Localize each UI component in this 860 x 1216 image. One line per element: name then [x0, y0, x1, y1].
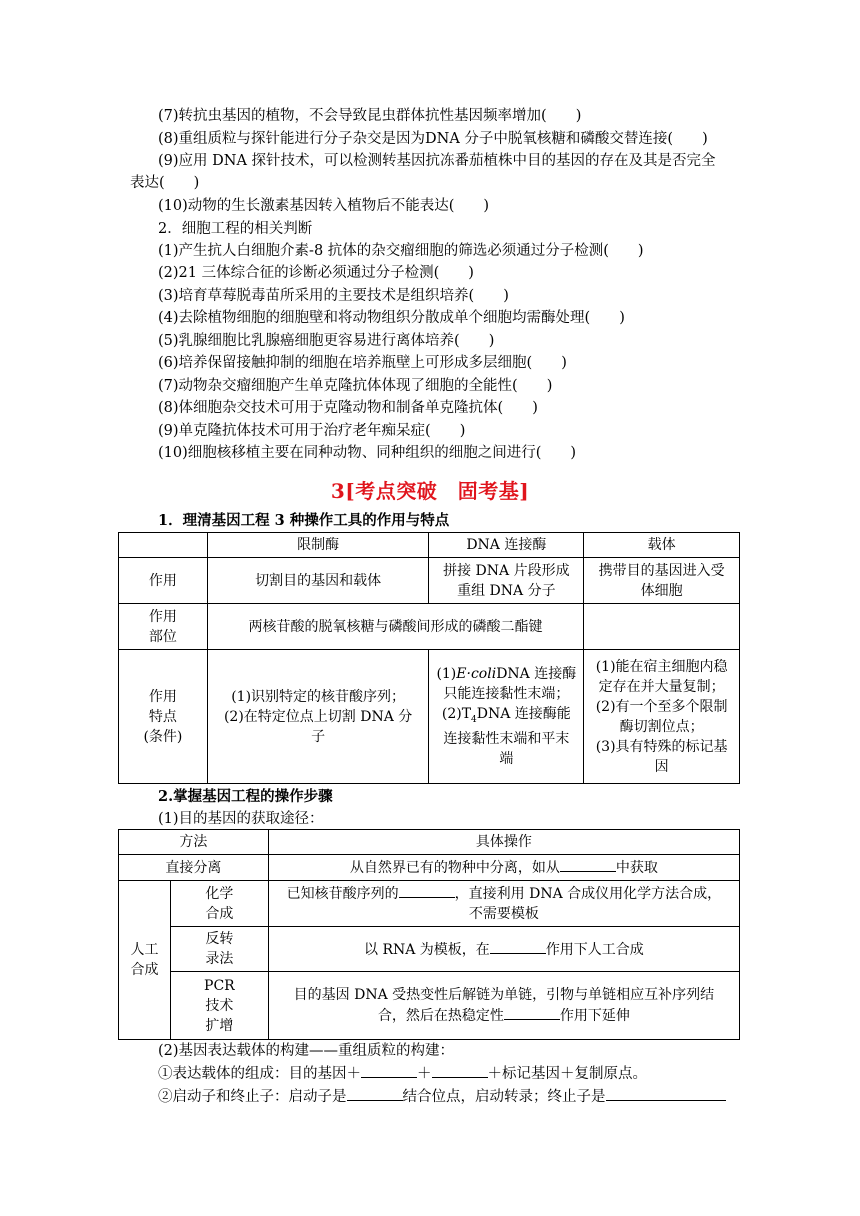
- sub1-title: (1)目的基因的获取途径：: [158, 811, 324, 827]
- steps-title: 2.掌握基因工程的操作步骤: [158, 788, 333, 805]
- cell-text: 端: [499, 751, 514, 768]
- fill-blank: [399, 883, 455, 898]
- cell-item-6: (6)培养保留接触抑制的细胞在培养瓶壁上可形成多层细胞( ): [158, 355, 567, 371]
- acq-row-reverse-transcription: [119, 927, 740, 972]
- judgment-item-10: (10)动物的生长激素基因转入植物后不能表达( ): [158, 198, 490, 214]
- cell-item-4: (4)去除植物细胞的细胞壁和将动物组织分散成单个细胞均需酶处理( ): [158, 310, 625, 326]
- text-part: ＋: [417, 1066, 432, 1082]
- section-heading: 3[考点突破 固考基]: [330, 479, 530, 503]
- header-dna-ligase: DNA 连接酶: [429, 533, 584, 558]
- cell-item-1: (1)产生抗人白细胞介素-8 抗体的杂交瘤细胞的筛选必须通过分子检测( ): [158, 243, 644, 259]
- cell-text: (1)能在宿主细胞内稳: [595, 658, 728, 675]
- cell-text: (2)在特定位点上切割 DNA 分: [223, 708, 413, 725]
- header-vector: 载体: [584, 533, 740, 558]
- cell-text: 化学: [205, 885, 234, 902]
- cell-text: 作用: [148, 688, 177, 705]
- row-label-function: 作用: [119, 558, 208, 604]
- cell-text: 体细胞: [640, 582, 683, 599]
- tools-table-row-function: [119, 558, 740, 604]
- cell-vector-features: [584, 650, 740, 784]
- cell-text: (条件): [143, 728, 183, 745]
- text-part: (1): [436, 665, 457, 682]
- text-sub: 4: [471, 714, 477, 725]
- cell-text: 因: [654, 758, 669, 775]
- cell-text: (3)具有特殊的标记基: [595, 738, 728, 755]
- cell-text: [433, 704, 579, 730]
- cell-text: 定存在并大量复制；: [598, 678, 725, 695]
- judgment-item-8: (8)重组质粒与探针能进行分子杂交是因为DNA 分子中脱氧核糖和磷酸交替连接( ): [158, 131, 708, 147]
- cell-ligase-function: [429, 558, 584, 604]
- sub2-title: (2)基因表达载体的构建——重组质粒的构建：: [158, 1043, 455, 1059]
- text-part: 以 RNA 为模板，在: [364, 941, 490, 958]
- text-part: DNA 连接酶: [496, 665, 577, 682]
- acq-row-chemical: [119, 881, 740, 927]
- text-part: 结合位点，启动转录；终止子是: [402, 1089, 606, 1105]
- tools-table-header-row: [119, 533, 740, 558]
- cell-text: 不需要模板: [468, 906, 539, 922]
- cell-text: 合成: [130, 962, 159, 978]
- fill-blank: [347, 1086, 403, 1101]
- cell-vector-function: [584, 558, 740, 604]
- text-part: ①表达载体的组成：目的基因＋: [158, 1066, 361, 1082]
- cell-phosphodiester-bond: 两核苷酸的脱氧核糖与磷酸间形成的磷酸二酯键: [207, 604, 583, 650]
- tools-table-row-features: [119, 650, 740, 784]
- gene-acquisition-table: [118, 829, 740, 1040]
- acq-header-row: [119, 830, 740, 855]
- cell-text: 目的基因 DNA 受热变性后解链为单链，引物与单链相应互补序列结: [293, 987, 715, 1003]
- text-part: 从自然界已有的物种中分离，如从: [349, 860, 560, 876]
- label-pcr: [170, 972, 268, 1040]
- cell-text: 反转: [205, 931, 234, 947]
- cell-text: 特点: [148, 708, 177, 725]
- text-part: 作用下延伸: [559, 1008, 630, 1024]
- cell-text: 作用: [148, 608, 177, 625]
- cell-text: 只能连接黏性末端；: [443, 685, 570, 702]
- fill-blank: [432, 1063, 488, 1078]
- cell-item-3: (3)培育草莓脱毒苗所采用的主要技术是组织培养( ): [158, 288, 509, 304]
- cell-restriction-features: [207, 650, 429, 784]
- text-part: ②启动子和终止子：启动子是: [158, 1089, 347, 1105]
- cell-text: 合成: [205, 905, 234, 922]
- cell-reverse-transcription: [268, 927, 739, 972]
- text-part: (2)T: [441, 705, 472, 722]
- cell-item-7: (7)动物杂交瘤细胞产生单克隆抗体体现了细胞的全能性( ): [158, 378, 553, 394]
- fill-blank: [560, 857, 616, 872]
- fill-blank: [504, 1005, 560, 1020]
- sub2-line2: [158, 1086, 726, 1107]
- section-title-cell-engineering: 2．细胞工程的相关判断: [158, 221, 313, 237]
- cell-text: 拼接 DNA 片段形成: [443, 562, 570, 579]
- cell-text: 人工: [130, 942, 159, 958]
- cell-text: 扩增: [205, 1017, 234, 1034]
- cell-vector-site-empty: [584, 604, 740, 650]
- cell-text: [433, 664, 579, 684]
- fill-blank: [606, 1086, 726, 1101]
- fill-blank: [361, 1063, 417, 1078]
- cell-text: 部位: [148, 628, 177, 645]
- cell-text: 录法: [205, 951, 234, 967]
- row-label-site: [119, 604, 208, 650]
- text-part: 作用下人工合成: [545, 941, 644, 958]
- cell-text: 酶切割位点；: [619, 718, 704, 735]
- cell-text: 子: [311, 728, 326, 745]
- label-reverse-transcription: [170, 927, 268, 972]
- row-label-features: [119, 650, 208, 784]
- text-part: 合，然后在热稳定性: [377, 1008, 504, 1024]
- cell-text: [273, 1005, 735, 1026]
- text-part: DNA 连接酶能: [476, 705, 571, 722]
- cell-text: 携带目的基因进入受: [598, 562, 725, 579]
- cell-direct-isolation: [268, 855, 739, 881]
- cell-text: 技术: [205, 997, 234, 1014]
- text-part: 中获取: [615, 860, 658, 876]
- cell-text: (2)有一个至多个限制: [595, 698, 728, 715]
- judgment-item-7: (7)转抗虫基因的植物，不会导致昆虫群体抗性基因频率增加( ): [158, 108, 582, 124]
- cell-text: 连接黏性末端和平末: [443, 731, 570, 748]
- text-part: 已知核苷酸序列的: [286, 886, 399, 902]
- cell-chemical-synthesis: [268, 881, 739, 927]
- cell-text: [273, 883, 735, 904]
- header-method: 方法: [119, 830, 269, 855]
- label-chemical-synthesis: [170, 881, 268, 927]
- cell-text: 重组 DNA 分子: [457, 582, 556, 599]
- text-part: ＋标记基因＋复制原点。: [487, 1066, 647, 1082]
- label-direct-isolation: 直接分离: [119, 855, 269, 881]
- cell-pcr: [268, 972, 739, 1040]
- cell-ligase-features: [429, 650, 584, 784]
- tools-table-row-site: [119, 604, 740, 650]
- tools-table: [118, 532, 740, 784]
- header-restriction-enzyme: 限制酶: [207, 533, 429, 558]
- judgment-item-9-cont: 表达( ): [130, 175, 200, 191]
- text-italic: E·coli: [456, 665, 497, 682]
- acq-row-pcr: [119, 972, 740, 1040]
- table1-title: 1．理清基因工程 3 种操作工具的作用与特点: [158, 512, 450, 529]
- cell-item-10: (10)细胞核移植主要在同种动物、同种组织的细胞之间进行( ): [158, 445, 577, 461]
- cell-text: PCR: [204, 977, 235, 994]
- label-artificial-synthesis: [119, 881, 171, 1040]
- cell-item-9: (9)单克隆抗体技术可用于治疗老年痴呆症( ): [158, 423, 466, 439]
- judgment-item-9: (9)应用 DNA 探针技术，可以检测转基因抗冻番茄植株中目的基因的存在及其是否完全: [158, 153, 716, 169]
- acq-row-direct: [119, 855, 740, 881]
- sub2-line1: [158, 1063, 647, 1084]
- cell-item-8: (8)体细胞杂交技术可用于克隆动物和制备单克隆抗体( ): [158, 400, 538, 416]
- header-empty: [119, 533, 208, 558]
- fill-blank: [490, 939, 546, 954]
- cell-item-2: (2)21 三体综合征的诊断必须通过分子检测( ): [158, 265, 474, 281]
- cell-text: (1)识别特定的核苷酸序列；: [231, 688, 406, 705]
- text-part: ，直接利用 DNA 合成仪用化学方法合成，: [454, 886, 722, 902]
- header-operation: 具体操作: [268, 830, 739, 855]
- cell-restriction-function: 切割目的基因和载体: [207, 558, 429, 604]
- cell-item-5: (5)乳腺细胞比乳腺癌细胞更容易进行离体培养( ): [158, 333, 495, 349]
